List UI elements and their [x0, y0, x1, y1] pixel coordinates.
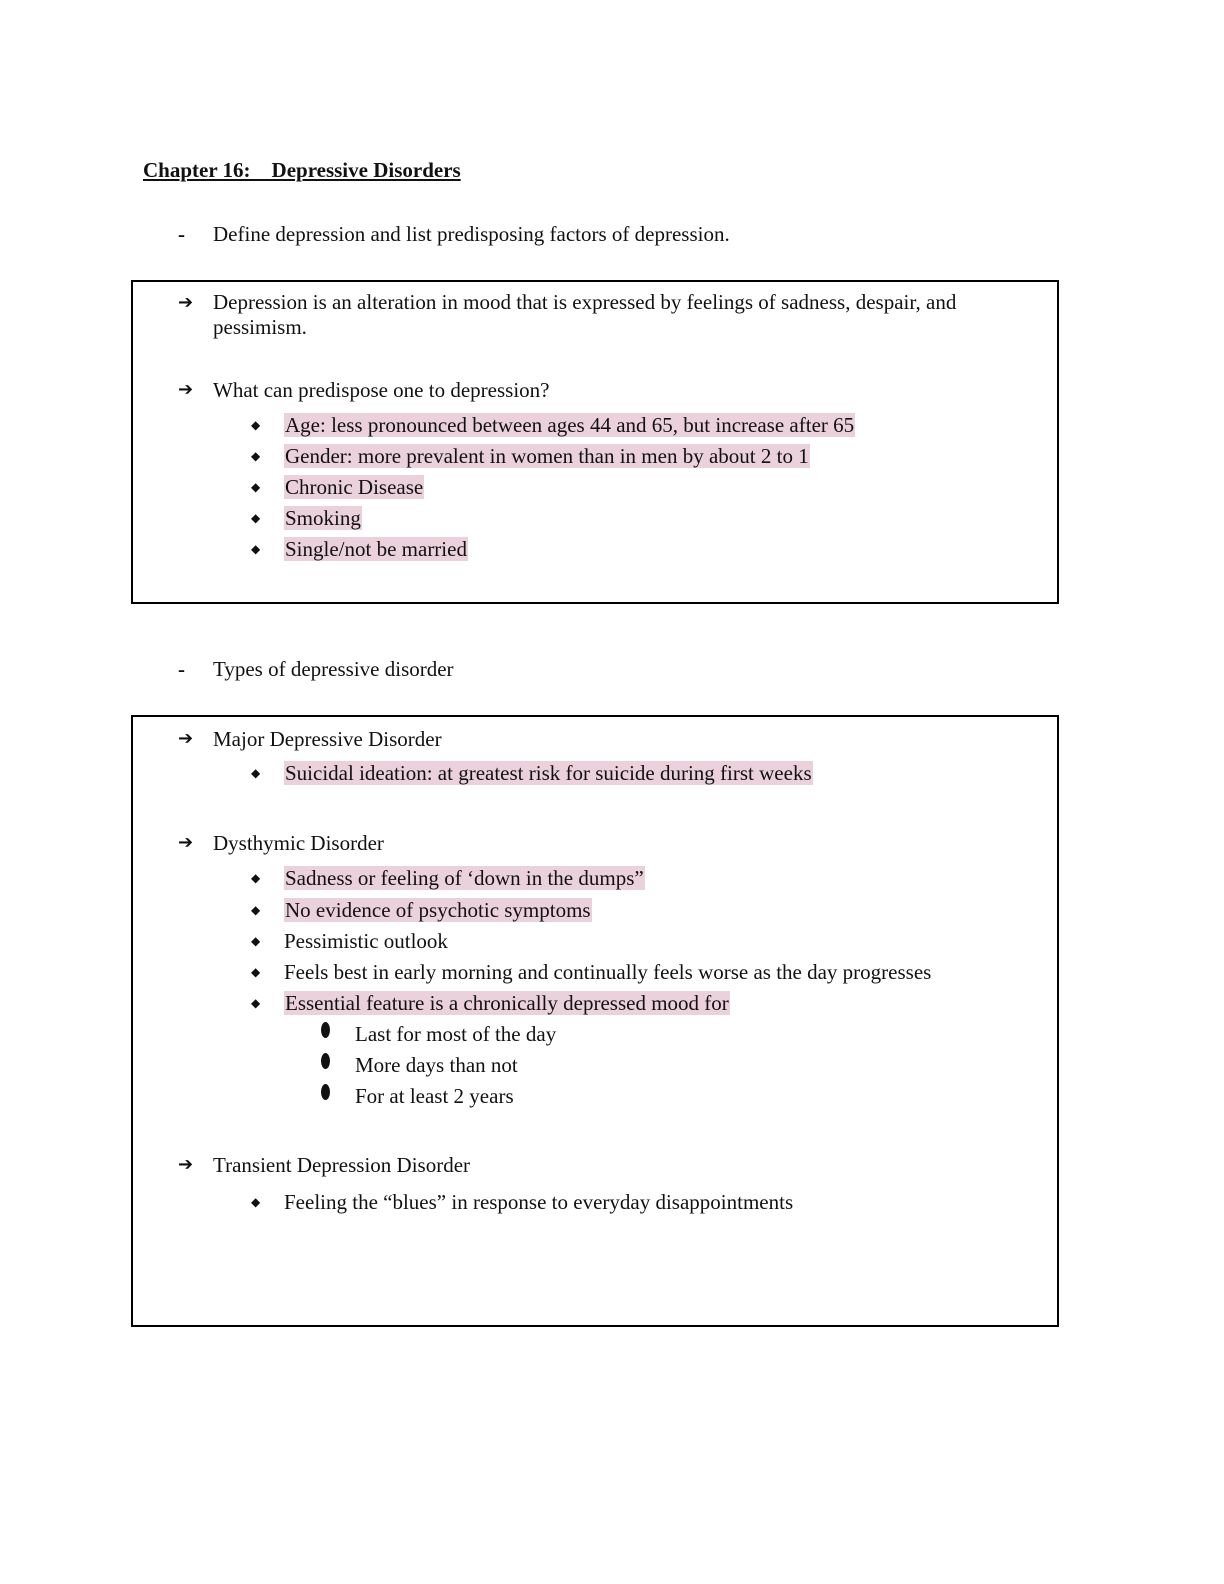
factor-item	[251, 536, 468, 562]
transient-point	[251, 1189, 794, 1215]
diamond-bullet-icon: ◆	[251, 965, 261, 979]
point-text: Sadness or feeling of ‘down in the dumps”	[285, 866, 644, 890]
diamond-bullet-icon: ◆	[251, 1195, 261, 1209]
arrow-right-icon: ➔	[178, 379, 194, 400]
diamond-bullet-icon: ◆	[251, 480, 261, 494]
diamond-bullet-icon: ◆	[251, 418, 261, 432]
diamond-bullet-icon: ◆	[251, 996, 261, 1010]
point-text: Feeling the “blues” in response to everyday disappointments	[284, 1190, 794, 1214]
dysthymic-point	[251, 928, 448, 954]
point-text: Pessimistic outlook	[284, 929, 448, 953]
diamond-bullet-icon: ◆	[251, 871, 261, 885]
subpoint-text: Last for most of the day	[355, 1022, 557, 1046]
dysthymic-point	[251, 959, 932, 985]
dash-bullet: -	[178, 222, 185, 246]
factor-text: Chronic Disease	[285, 475, 424, 499]
dysthymic-point	[251, 897, 592, 923]
factor-text: Single/not be married	[285, 537, 467, 561]
factor-text: Age: less pronounced between ages 44 and 65, but increase after 65	[285, 413, 855, 437]
factor-item	[251, 412, 855, 438]
heading-text: Transient Depression Disorder	[213, 1153, 471, 1177]
subpoint-text: More days than not	[355, 1053, 518, 1077]
arrow-right-icon: ➔	[178, 1154, 194, 1175]
dysthymic-subpoint	[355, 1083, 514, 1109]
dysthymic-subpoint	[355, 1021, 556, 1047]
factor-text: Smoking	[285, 506, 361, 530]
heading-text: Dysthymic Disorder	[213, 831, 384, 855]
point-text: Feels best in early morning and continually feels worse as the day progresses	[284, 960, 932, 984]
diamond-bullet-icon: ◆	[251, 903, 261, 917]
transient-heading	[178, 1152, 471, 1178]
predispose-question	[178, 377, 550, 403]
arrow-right-icon: ➔	[178, 728, 194, 749]
dysthymic-point	[251, 865, 645, 891]
factor-item	[251, 505, 362, 531]
definition-item	[178, 290, 1003, 340]
subpoint-text: For at least 2 years	[355, 1084, 514, 1108]
page-title: Chapter 16: Depressive Disorders	[143, 158, 461, 182]
dysthymic-heading	[178, 830, 384, 856]
diamond-bullet-icon: ◆	[251, 766, 261, 780]
oval-bullet-icon	[321, 1053, 330, 1069]
point-text: No evidence of psychotic symptoms	[285, 898, 591, 922]
oval-bullet-icon	[321, 1022, 330, 1038]
factor-item	[251, 443, 810, 469]
point-text: Suicidal ideation: at greatest risk for suicide during first weeks	[285, 761, 812, 785]
question-text: What can predispose one to depression?	[213, 378, 550, 402]
dysthymic-subpoint	[355, 1052, 518, 1078]
major-point	[251, 760, 813, 786]
dash-bullet: -	[178, 657, 185, 681]
factor-text: Gender: more prevalent in women than in men by about 2 to 1	[285, 444, 809, 468]
major-heading	[178, 726, 442, 752]
diamond-bullet-icon: ◆	[251, 511, 261, 525]
prompt-text: Types of depressive disorder	[213, 657, 454, 681]
diamond-bullet-icon: ◆	[251, 449, 261, 463]
diamond-bullet-icon: ◆	[251, 542, 261, 556]
types-box	[131, 715, 1059, 1327]
factor-item	[251, 474, 424, 500]
point-text: Essential feature is a chronically depressed mood for	[285, 991, 729, 1015]
dysthymic-point	[251, 990, 730, 1016]
arrow-right-icon: ➔	[178, 832, 194, 853]
diamond-bullet-icon: ◆	[251, 934, 261, 948]
arrow-right-icon: ➔	[178, 292, 194, 313]
heading-text: Major Depressive Disorder	[213, 727, 442, 751]
oval-bullet-icon	[321, 1084, 330, 1100]
definition-text: Depression is an alteration in mood that is expressed by feelings of sadness, despair, and pessimism.	[213, 290, 957, 339]
prompt-text: Define depression and list predisposing factors of depression.	[213, 222, 730, 246]
